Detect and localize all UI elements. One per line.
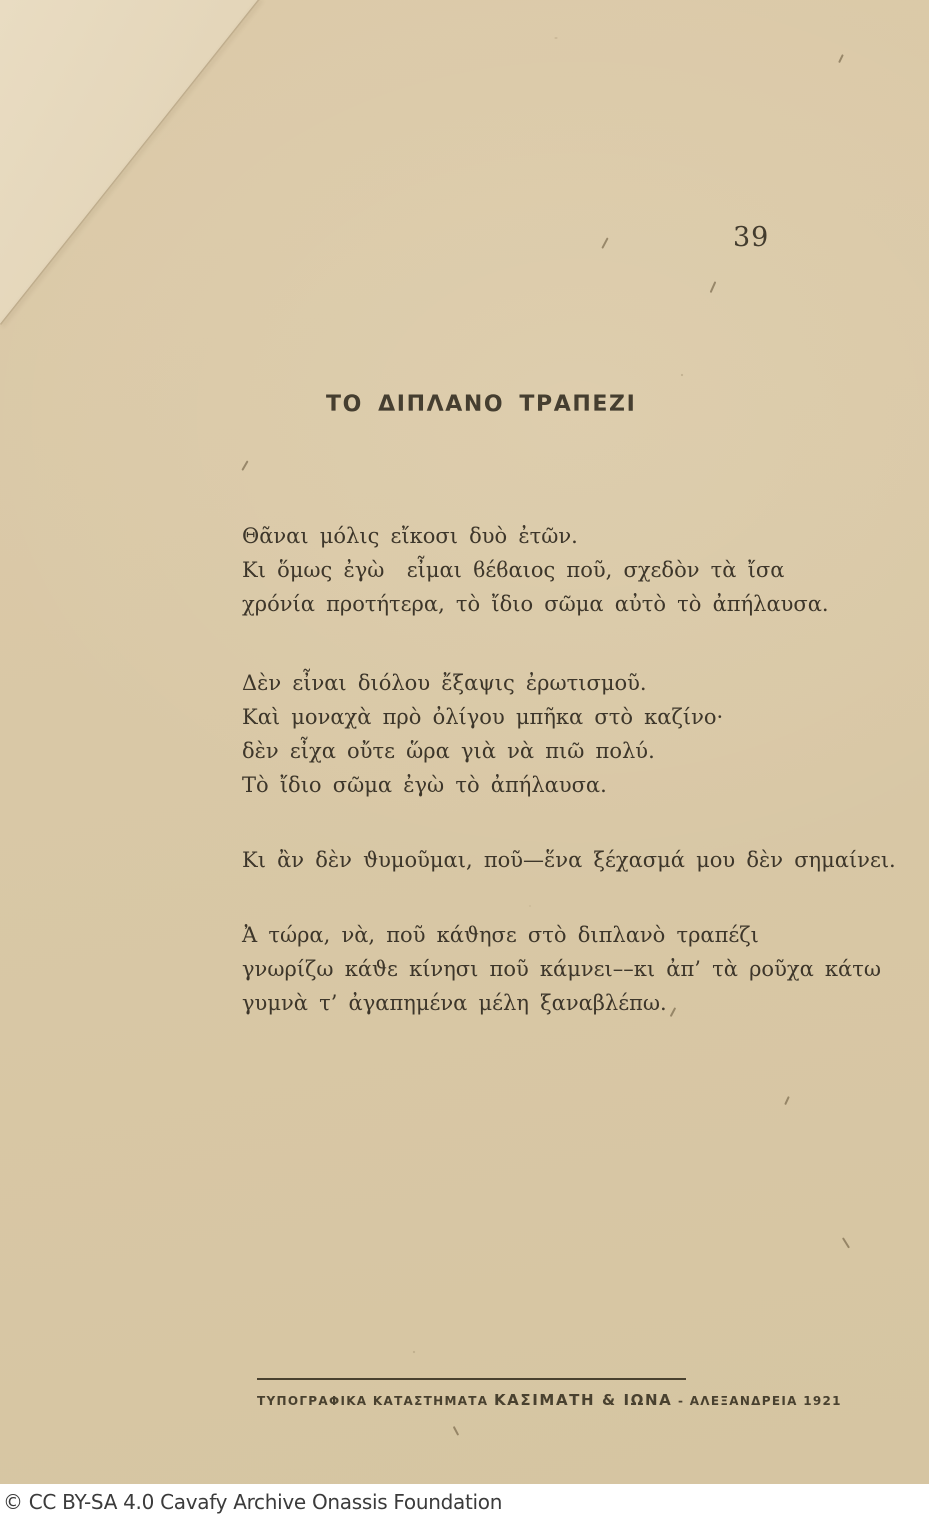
poem-line: Καὶ μοναχὰ πρὸ ὀλίγου μπῆκα στὸ καζίνο· <box>242 705 724 729</box>
poem-line: γυμνὰ τ’ ἀγαπημένα μέλη ξαναβλέπω. <box>242 991 667 1015</box>
colophon-printer-prefix: ΤΥΠΟΓΡΑΦΙΚΑ ΚΑΤΑΣΤΗΜΑΤΑ <box>257 1394 489 1408</box>
paper-speck <box>838 54 843 63</box>
poem-line: Θᾶναι μόλις εἴκοσι δυὸ ἐτῶν. <box>242 524 578 548</box>
colophon-rule <box>257 1378 686 1380</box>
poem-line: Ἀ τώρα, νὰ, ποῦ κάϑησε στὸ διπλανὸ τραπέζι <box>242 923 759 947</box>
poem-title: ΤΟ ΔΙΠΛΑΝΟ ΤΡΑΠΕΖΙ <box>326 392 637 417</box>
license-bar <box>0 1484 929 1529</box>
poem-line: Δὲν εἶναι διόλου ἔξαψις ἐρωτισμοῦ. <box>242 671 647 695</box>
poem-stanza-4 <box>242 918 881 1020</box>
poem-stanza-1 <box>242 519 829 621</box>
page-number: 39 <box>733 222 770 253</box>
poem-line: δὲν εἶχα οὔτε ὥρα γιὰ νὰ πιῶ πολύ. <box>242 739 655 763</box>
paper-speck <box>453 1426 459 1436</box>
poem-line: γνωρίζω κάϑε κίνησι ποῦ κάμνει––κι ἀπ’ τὰ ροῦχα κάτω <box>242 957 881 981</box>
poem-line: Κι ἂν δὲν ϑυμοῦμαι, ποῦ—ἕνα ξέχασμά μου δὲν σημαίνει. <box>242 848 896 872</box>
colophon-city-year: - ΑΛΕΞΑΝΔΡΕΙΑ 1921 <box>677 1394 842 1408</box>
poem-line: Τὸ ἴδιο σῶμα ἐγὼ τὸ ἀπήλαυσα. <box>242 773 607 797</box>
colophon-printer-name: ΚΑΣΙΜΑΤΗ & ΙΩΝΑ <box>493 1391 673 1409</box>
poem-stanza-2 <box>242 666 723 802</box>
poem-line: Κι ὅμως ἐγὼ εἶμαι ϐέϐαιος ποῦ, σχεδὸν τὰ ἴσα <box>242 558 785 582</box>
paper-speck <box>601 237 608 248</box>
paper-speck <box>241 460 248 470</box>
paper-speck <box>842 1238 850 1249</box>
colophon <box>257 1378 842 1409</box>
colophon-text <box>257 1390 842 1409</box>
paper-speck <box>710 281 716 293</box>
license-text: © CC BY-SA 4.0 Cavafy Archive Onassis Foundation <box>3 1490 503 1514</box>
folded-corner <box>0 0 262 330</box>
poem-line: χρόνία προτήτερα, τὸ ἴδιο σῶμα αὐτὸ τὸ ἀπήλαυσα. <box>242 592 829 616</box>
paper-speck <box>784 1096 789 1105</box>
poem-stanza-3 <box>242 843 896 877</box>
